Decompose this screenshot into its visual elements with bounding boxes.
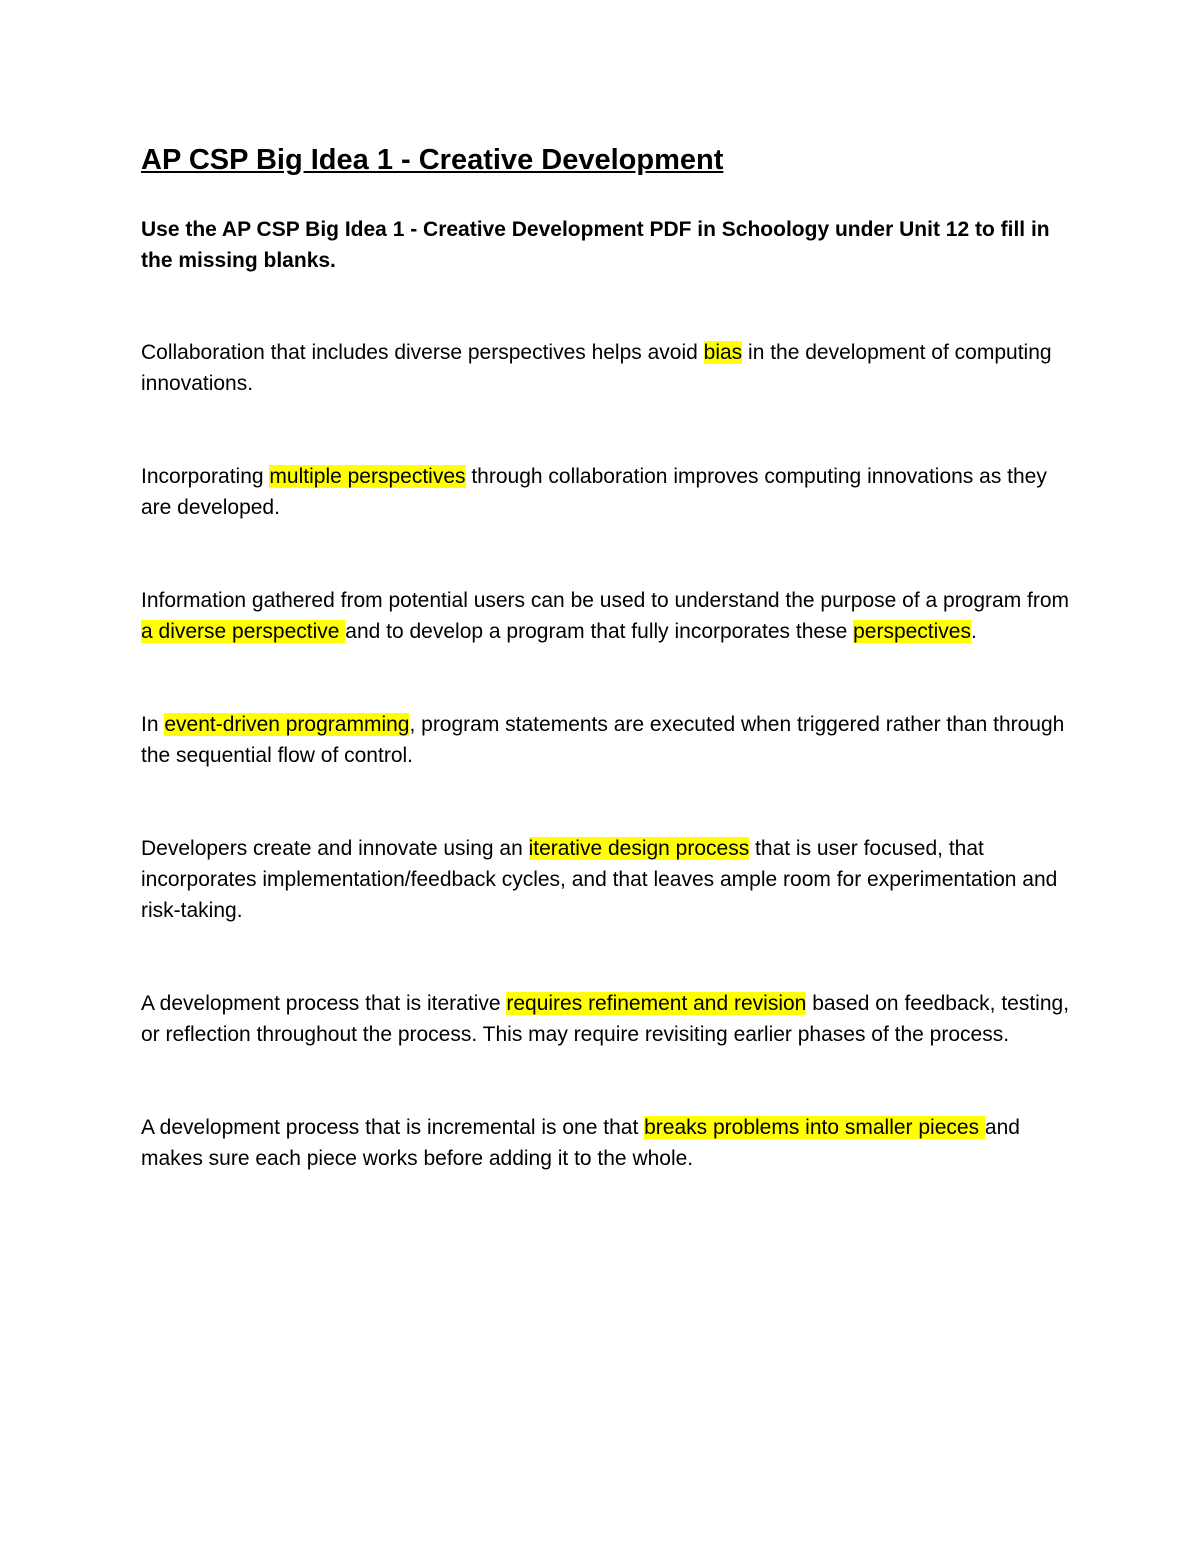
item-text: that is user focused, that incorporates implementation/feedback cycles, and that leaves ample room for experimentation and risk-taking. bbox=[141, 837, 1058, 922]
fill-in-items bbox=[141, 337, 1071, 1174]
item-text: through collaboration improves computing innovations as they are developed. bbox=[141, 465, 1047, 519]
highlighted-answer: bias bbox=[703, 341, 743, 364]
item-text: , program statements are executed when triggered rather than through the sequential flow of control. bbox=[141, 713, 1065, 767]
document-title: AP CSP Big Idea 1 - Creative Development bbox=[141, 144, 724, 176]
item-text: based on feedback, testing, or reflection throughout the process. This may require revisiting earlier phases of the process. bbox=[141, 992, 1070, 1046]
item-text: in the development of computing innovations. bbox=[141, 341, 1052, 395]
fill-in-item bbox=[141, 833, 1071, 926]
highlighted-answer: perspectives bbox=[853, 620, 971, 643]
highlighted-answer: iterative design process bbox=[528, 837, 750, 860]
fill-in-item bbox=[141, 1112, 1071, 1174]
item-text: Collaboration that includes diverse perspectives helps avoid bbox=[141, 341, 704, 364]
highlighted-answer: breaks problems into smaller pieces bbox=[644, 1116, 985, 1139]
highlighted-answer: requires refinement and revision bbox=[506, 992, 807, 1015]
document-content bbox=[141, 140, 1071, 1174]
highlighted-answer: a diverse perspective bbox=[141, 620, 346, 643]
item-text: A development process that is iterative bbox=[141, 992, 507, 1015]
item-text: Developers create and innovate using an bbox=[141, 837, 529, 860]
item-text: Information gathered from potential users can be used to understand the purpose of a program from bbox=[141, 589, 1070, 612]
item-text: In bbox=[141, 713, 165, 736]
highlighted-answer: multiple perspectives bbox=[269, 465, 466, 488]
item-text: A development process that is incremental is one that bbox=[141, 1116, 645, 1139]
fill-in-item bbox=[141, 585, 1071, 647]
fill-in-item bbox=[141, 337, 1071, 399]
fill-in-item bbox=[141, 461, 1071, 523]
item-text: and to develop a program that fully incorporates these bbox=[345, 620, 854, 643]
item-text: . bbox=[970, 620, 977, 643]
instructions-text: Use the AP CSP Big Idea 1 - Creative Development PDF in Schoology under Unit 12 to fill in the missing blanks. bbox=[141, 218, 1050, 272]
fill-in-item bbox=[141, 709, 1071, 771]
item-text: and makes sure each piece works before adding it to the whole. bbox=[141, 1116, 1020, 1170]
fill-in-item bbox=[141, 988, 1071, 1050]
highlighted-answer: event-driven programming bbox=[164, 713, 410, 736]
item-text: Incorporating bbox=[141, 465, 270, 488]
